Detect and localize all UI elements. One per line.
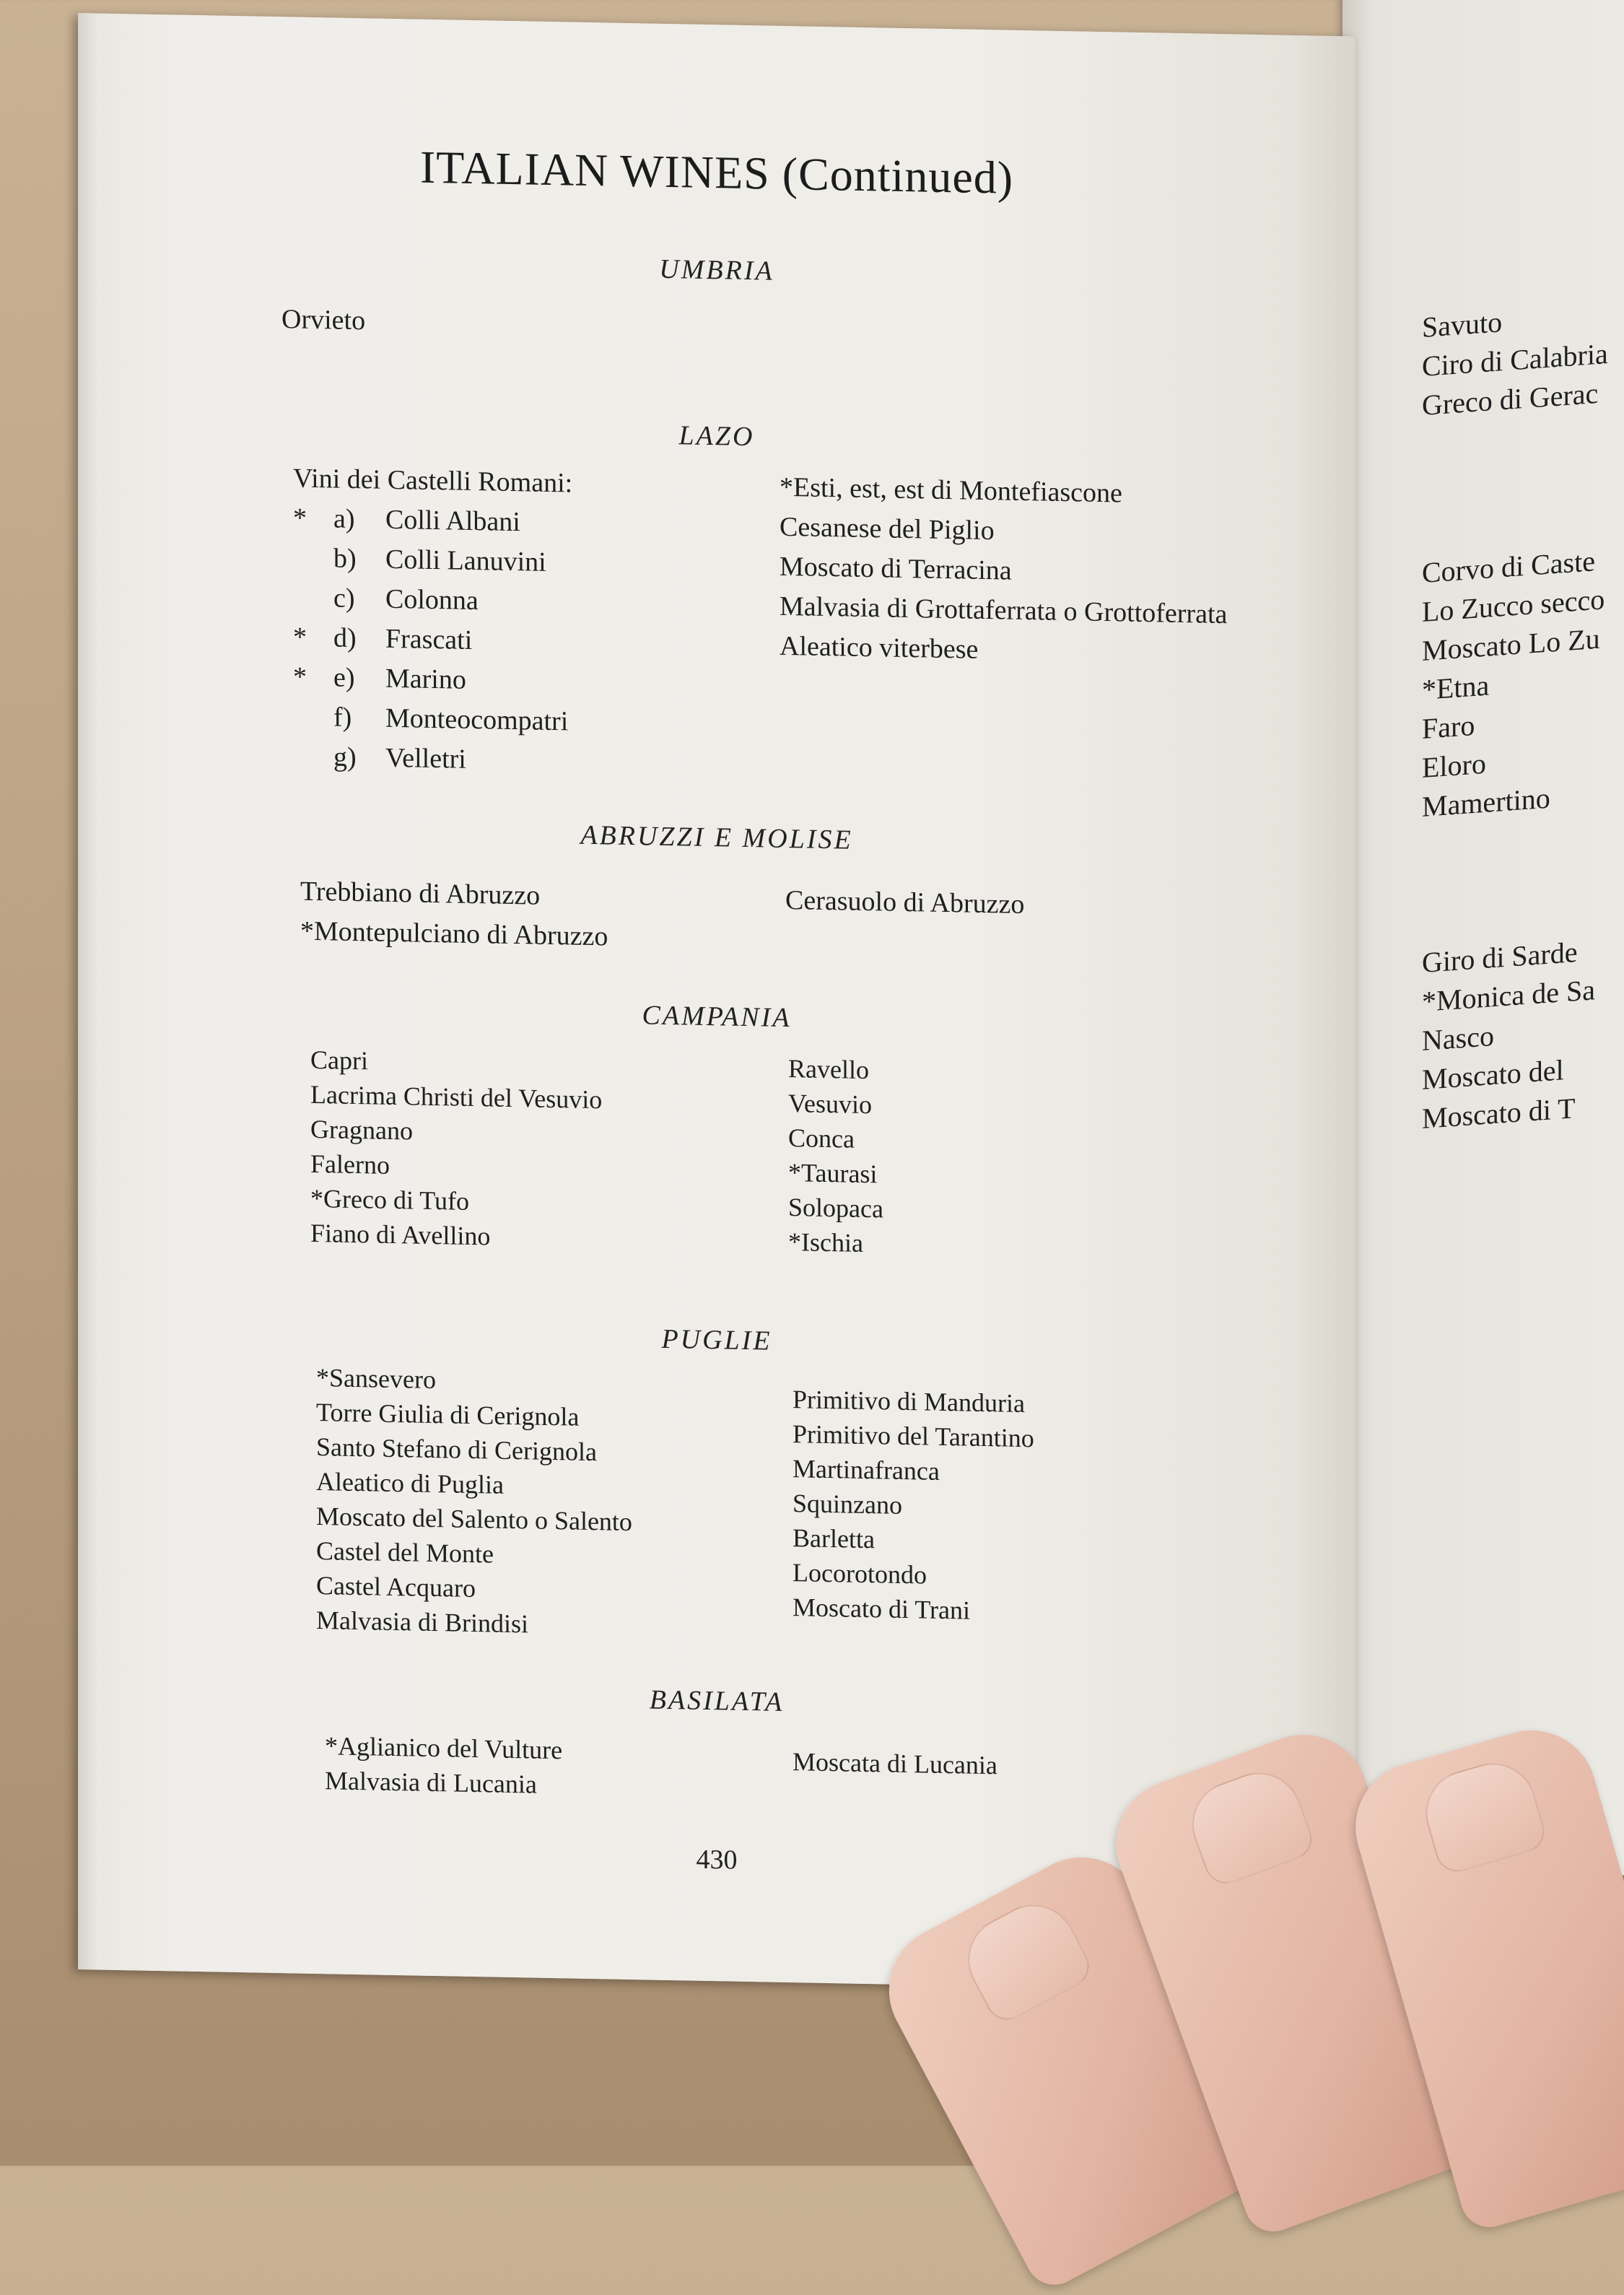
wine-item: * a) Colli Albani: [293, 502, 520, 538]
wine-item: b) Colli Lanuvini: [333, 543, 546, 578]
wine-item: c) Colonna: [333, 583, 479, 617]
puglie-left-column: [316, 1360, 632, 1643]
fingernail: [1180, 1761, 1318, 1890]
wine-item: Gragnano: [310, 1114, 413, 1146]
wine-item: Capri: [310, 1045, 368, 1076]
wine-item: *Ischia: [788, 1227, 863, 1258]
list-item: Greco di Gerac: [1422, 376, 1599, 422]
wine-item: Cerasuolo di Abruzzo: [785, 884, 1025, 920]
fingernail: [1415, 1753, 1549, 1876]
wine-item: Moscato di Trani: [793, 1593, 971, 1625]
section-heading-abruzzi-e-molise: ABRUZZI E MOLISE: [580, 819, 853, 855]
wine-item: f) Monteocompatri: [333, 702, 569, 737]
wine-item: Ravello: [788, 1054, 869, 1085]
wine-item: Aleatico viterbese: [780, 630, 979, 665]
wine-item: *Aglianico del Vulture: [325, 1731, 563, 1765]
section-heading-lazo: LAZO: [678, 420, 755, 453]
book-page: [78, 13, 1355, 1993]
lazo-right-column: [780, 468, 1227, 674]
basilata-right-column: [793, 1744, 997, 1782]
list-item: Moscato Lo Zu: [1422, 622, 1600, 667]
wine-item: Falerno: [310, 1149, 390, 1180]
list-item: Corvo di Caste: [1422, 544, 1595, 589]
wine-item: Cesanese del Piglio: [780, 511, 995, 546]
wine-item: Primitivo di Manduria: [793, 1385, 1025, 1419]
wine-item: *Taurasi: [788, 1158, 878, 1189]
list-item: Eloro: [1422, 746, 1486, 784]
next-page-group-sardinia: [1422, 931, 1595, 1138]
list-item: *Monica de Sa: [1422, 973, 1595, 1018]
fingernail: [953, 1889, 1096, 2027]
next-page-group-calabria: [1422, 295, 1608, 425]
wine-item: Conca: [788, 1123, 855, 1154]
page-number: 430: [696, 1844, 738, 1876]
wine-item: Primitivo del Tarantino: [793, 1419, 1034, 1453]
list-item: Lo Zucco secco: [1422, 583, 1605, 628]
campania-left-column: [310, 1042, 602, 1255]
wine-item: Lacrima Christi del Vesuvio: [310, 1079, 603, 1115]
section-heading-puglie: PUGLIE: [661, 1323, 772, 1356]
wine-item: Moscato di Terracina: [780, 551, 1012, 586]
wine-item: Locorotondo: [793, 1558, 927, 1590]
wine-item: Aleatico di Puglia: [316, 1467, 504, 1499]
wine-item: Santo Stefano di Cerignola: [316, 1432, 597, 1467]
wine-item: Squinzano: [793, 1489, 902, 1520]
wine-item: *Greco di Tufo: [310, 1183, 470, 1216]
list-item: Faro: [1422, 708, 1475, 745]
wine-item: Barletta: [793, 1523, 875, 1554]
wine-item: g) Velletri: [333, 741, 466, 775]
wine-item: Vesuvio: [788, 1089, 872, 1120]
list-item: Moscato di T: [1422, 1092, 1576, 1135]
section-heading-umbria: UMBRIA: [659, 253, 774, 287]
wine-item: Moscato del Salento o Salento: [316, 1502, 632, 1537]
wine-item: Solopaca: [788, 1193, 883, 1224]
abruzzi-left-column: [300, 872, 608, 957]
wine-item: Orvieto: [281, 304, 366, 336]
wine-item: Torre Giulia di Cerignola: [316, 1398, 580, 1432]
wine-subheading: Vini dei Castelli Romani:: [293, 463, 573, 499]
wine-item: *Montepulciano di Abruzzo: [300, 915, 608, 952]
wine-item: *Esti, est, est di Montefiascone: [780, 471, 1122, 509]
wine-item: * d) Frascati: [293, 622, 473, 656]
wine-item: * e) Marino: [293, 661, 466, 695]
wine-item: Malvasia di Brindisi: [316, 1606, 528, 1639]
campania-right-column: [788, 1051, 883, 1260]
basilata-left-column: [325, 1728, 562, 1802]
list-item: Mamertino: [1422, 781, 1550, 823]
wine-item: Malvasia di Grottaferrata o Grottoferrata: [780, 591, 1228, 630]
list-item: Nasco: [1422, 1019, 1494, 1057]
next-page: [1343, 0, 1624, 1895]
list-item: Giro di Sarde: [1422, 935, 1578, 979]
wine-item: Malvasia di Lucania: [325, 1766, 537, 1799]
list-item: Moscato del: [1422, 1053, 1564, 1096]
lazo-left-column: [293, 458, 572, 781]
wine-item: Castel del Monte: [316, 1536, 494, 1569]
wine-item: Martinafranca: [793, 1454, 940, 1486]
umbria-left-column: [281, 300, 365, 341]
section-heading-basilata: BASILATA: [649, 1684, 785, 1717]
abruzzi-right-column: [785, 881, 1024, 925]
wine-item: Fiano di Avellino: [310, 1218, 491, 1251]
list-item: Savuto: [1422, 305, 1503, 344]
page-title: ITALIAN WINES (Continued): [419, 141, 1014, 204]
puglie-right-column: [793, 1382, 1034, 1629]
wine-item: Trebbiano di Abruzzo: [300, 876, 541, 911]
wine-item: Castel Acquaro: [316, 1571, 476, 1603]
section-heading-campania: CAMPANIA: [642, 1000, 792, 1034]
wine-item: Moscata di Lucania: [793, 1747, 997, 1780]
list-item: Ciro di Calabria: [1422, 336, 1608, 383]
wine-item: *Sansevero: [316, 1363, 436, 1395]
next-page-group-sicily: [1422, 541, 1605, 827]
list-item: *Etna: [1422, 669, 1490, 706]
